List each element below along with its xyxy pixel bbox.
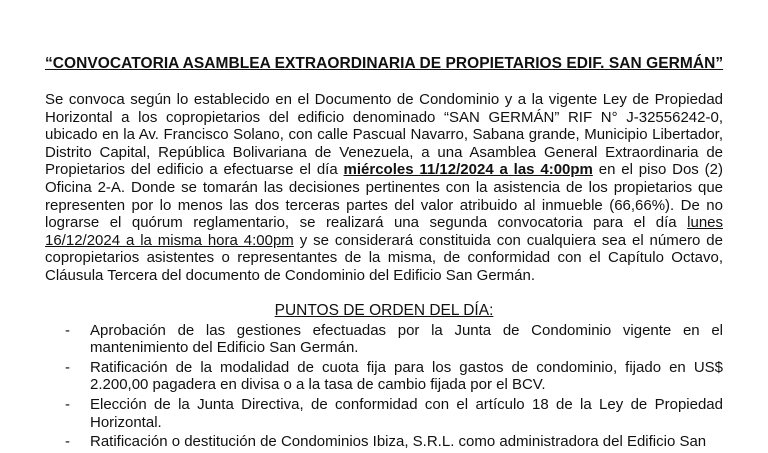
paragraph-text-2: en el piso Dos (2) Oficina 2-A. Donde se tomarán las decisiones pertinentes con la asistencia de los propietarios que representen por lo menos las dos terceras partes del valor atribuido al inmueble (66,66%). De no lograrse el quórum reglamentario, se realizará una segunda convocatoria para el día (45, 161, 723, 232)
second-meeting-date: lunes 16/12/2024 a la misma hora 4:00pm (45, 214, 723, 249)
list-bullet: - (65, 321, 70, 339)
agenda-item-text: Elección de la Junta Directiva, de conformidad con el artículo 18 de la Ley de Propiedad Horizontal. (90, 395, 723, 431)
list-bullet: - (65, 358, 70, 376)
agenda-title: PUNTOS DE ORDEN DEL DÍA: (274, 301, 494, 319)
paragraph-text-1: Se convoca según lo establecido en el Documento de Condominio y a la vigente Ley de Propiedad Horizontal a los copropietarios del edificio denominado “SAN GERMÁN” RIF N° J-32556242-0, ubicado en la Av. Francisco Solano, con calle Pascual Navarro, Sabana grande, Municipio Libertador, Distrito Capital, República Bolivariana de Venezuela, a una Asamblea General Extraordinaria de Propietarios del edificio a efectuarse el día (45, 91, 723, 179)
document-title: “CONVOCATORIA ASAMBLEA EXTRAORDINARIA DE PROPIETARIOS EDIF. SAN GERMÁN” (45, 55, 724, 72)
list-bullet: - (65, 433, 70, 451)
first-meeting-date: miércoles 11/12/2024 a las 4:00pm (343, 161, 593, 179)
convocation-paragraph (45, 91, 723, 285)
list-bullet: - (65, 395, 70, 413)
agenda-item-text: Aprobación de las gestiones efectuadas por la Junta de Condominio vigente en el mantenimiento del Edificio San Germán. (90, 321, 723, 357)
agenda-list (45, 322, 723, 451)
agenda-item (45, 322, 723, 357)
paragraph-text-3: y se considerará constituida con cualquiera sea el número de copropietarios asistentes o representantes de la misma, de conformidad con el Capítulo Octavo, Cláusula Tercera del documento de Condominio del Edificio San Germán. (45, 231, 723, 284)
agenda-item-text: Ratificación o destitución de Condominios Ibiza, S.R.L. como administradora del Edificio San (90, 433, 707, 451)
document-page (45, 52, 723, 453)
agenda-item (45, 359, 723, 394)
agenda-item-text: Ratificación de la modalidad de cuota fija para los gastos de condominio, fijado en US$ 2.200,00 pagadera en divisa o a la tasa de cambio fijada por el BCV. (90, 358, 723, 394)
agenda-item (45, 433, 723, 451)
agenda-item (45, 396, 723, 431)
